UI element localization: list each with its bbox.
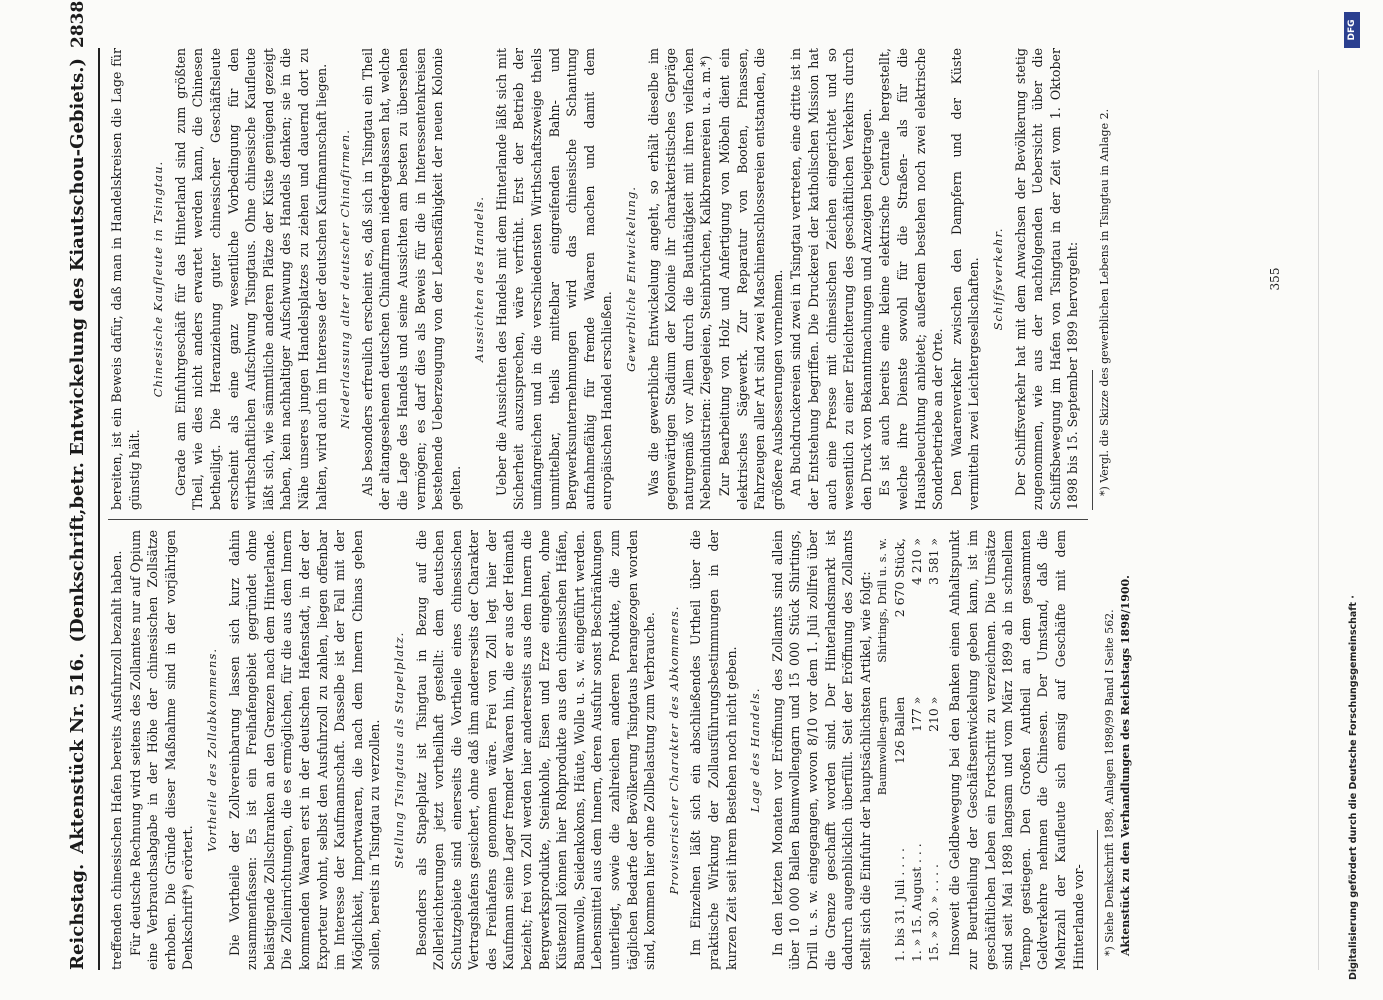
table-header-period: [876, 818, 891, 970]
paragraph: Ueber die Aussichten des Handels mit dem Hinterlande läßt sich mit Sicherheit auszusprechen, wäre verfrüht. Erst der Betrieb der umfangreichen und in die verschiedensten Wirthschaftszweige theils unmittelbar, theils mittelbar eingreifenden Bahn- und Bergwerksunternehmungen wird das chinesische Schantung aufnahmefähig für fremde Waaren machen und damit dem europäischen Handel erschließen.: [493, 48, 615, 510]
table-cell-period: 15. » 30. » . . . .: [926, 864, 942, 962]
section-heading: Stellung Tsingtaus als Stapelplatz.: [391, 631, 406, 869]
import-table: [876, 530, 942, 970]
paragraph: Es ist auch bereits eine kleine elektrische Centrale hergestellt, welche ihre Dienste sowohl für die Straßen- als für die Hausbeleuchtung anbietet; außerdem bestehen noch zwei elektrische Sonderbetriebe an der Orte.: [877, 48, 946, 510]
paragraph: Insoweit die Geldbewegung bei den Banken einen Anhaltspunkt zur Beurtheilung der Geschäftsentwickelung geben kann, ist im geschäftlichen Leben ein Fortschritt zu verzeichnen. Die Umsätze sind seit Mai 1898 langsam und vom März 1899 ab in schnellem Tempo gestiegen. Den Großen Antheil an dem gesammten Geldverkehre nehmen die Chinesen. Der Umstand, daß die Mehrzahl der Kaufleute sich emsig auf Geschäfte mit dem Hinterlande vor-: [947, 530, 1086, 970]
header-reichstag: Reichstag.: [66, 863, 88, 970]
footnote-signature: Aktenstück zu den Verhandlungen des Reichstags 1898/1900.: [1119, 575, 1133, 956]
dfg-logo: DFG: [1344, 12, 1360, 48]
section-heading: Lage des Handels.: [748, 687, 763, 813]
footnote-rule: [1097, 830, 1098, 970]
table-row: [908, 530, 925, 970]
section-heading: Provisorischer Charakter des Abkommens.: [666, 605, 681, 895]
table-header-shirtings: Shirtings, Drill u. s. w.: [876, 538, 890, 663]
paragraph: Die Vortheile der Zollvereinbarung lassen sich kurz dahin zusammenfassen: Es ist ein Freihafengebiet gegründet ohne belästigende Zollschranken an den Grenzen nach dem Hinterlande. Die Zolleinrichtungen, die es ermöglichen, für die aus dem Innern kommenden Waaren erst in der deutschen Hafenstadt, in der der Exporteur wohnt, selbst den Ausfuhrzoll zu zahlen, liegen offenbar im Interesse der Kaufmannschaft. Dasselbe ist der Fall mit der Möglichkeit, Importwaaren, die nach dem Innern Chinas gehen sollen, bereits in Tsingtau zu verzollen.: [226, 530, 383, 970]
table-row: [925, 530, 942, 970]
table-cell-garn: 210 »: [926, 696, 942, 732]
paragraph: Zur Bearbeitung von Holz und Anfertigung von Möbeln dient ein elektrisches Sägewerk. Zur Reparatur von Booten, Pinassen, Fahrzeugen aller Art sind zwei Maschinenschlossereien entstanden, die größere Ausbesserungen vornehmen.: [717, 48, 785, 510]
paragraph: Als besonders erfreulich erscheint es, daß sich in Tsingtau ein Theil der altangesehenen deutschen Chinafirmen niedergelassen hat, welche die Lage des Handels und seine Aussichten am besten zu übersehen vermögen; es darf dies als Beweis für die in Interessentenkreisen bestehende Ueberzeugung von der Lebensfähigkeit der neuen Kolonie gelten.: [359, 48, 463, 510]
section-heading: Aussichten des Handels.: [472, 196, 487, 362]
table-cell-period: 1. bis 31. Juli . . . .: [892, 848, 908, 962]
bottom-page-number: 355: [1268, 267, 1282, 291]
footnote: *) Siehe Denkschrift 1898, Anlagen 1898/99 Band I Seite 562.: [1103, 609, 1117, 956]
table-cell-shirtings: 3 581 »: [926, 538, 942, 585]
right-column: [108, 48, 1258, 510]
paragraph: Für deutsche Rechnung wird seitens des Zollamtes nur auf Opium eine Verbrauchsabgabe in der Höhe der chinesischen Zollsätze erhoben. Die Gründe dieser Maßnahme sind in der vorjährigen Denkschrift*) erörtert.: [127, 530, 196, 970]
table-cell-period: 1. » 15. August . . .: [909, 843, 925, 962]
paragraph: In den letzten Monaten vor Eröffnung des Zollamts sind allein über 10 000 Ballen Baumwollengarn und 15 000 Stück Shirtings, Drill u. s. w. eingegangen, wovon 8/10 vor dem 1. Juli zollfrei über die Grenze geschafft worden sind. Der Hinterlandsmarkt ist dadurch augenblicklich überfüllt. Seit der Eröffnung des Zollamts stellt sich die Einfuhr der hauptsächlichsten Artikel, wie folgt:: [769, 530, 873, 970]
header-title: betr. Entwickelung des Kiautschou-Gebiets.): [66, 57, 88, 509]
digitization-credit: Digitalisierung gefördert durch die Deutsche Forschungsgemeinschaft ·: [1348, 595, 1359, 980]
scan-edge: [1318, 70, 1319, 970]
table-cell-garn: 177 »: [909, 696, 925, 732]
section-heading: Gewerbliche Entwickelung.: [624, 186, 639, 372]
section-heading: Niederlassung alter deutscher Chinafirmen.: [338, 129, 353, 429]
header-document-number: Aktenstück Nr. 516.: [66, 652, 88, 854]
header-rule: [98, 48, 100, 970]
paragraph: An Buchdruckereien sind zwei in Tsingtau vertreten, eine dritte ist in der Entstehung begriffen. Die Druckerei der katholischen Mission hat auch eine Presse mit chinesischen Zeichen eingerichtet und so wesentlich zu einer Erleichterung des geschäftlichen Verkehrs durch den Druck von Bekanntmachungen und Anzeigen beigetragen.: [788, 48, 874, 510]
running-header: [60, 0, 94, 970]
footnote-rule: [1092, 370, 1093, 510]
paragraph: Der Schiffsverkehr hat mit dem Anwachsen der Bevölkerung stetig zugenommen, wie aus der nachfolgenden Uebersicht über die Schiffsbewegung im Hafen von Tsingtau in der Zeit vom 1. Oktober 1898 bis 15. September 1899 hervorgeht:: [1012, 48, 1081, 510]
footnote: *) Vergl. die Skizze des gewerblichen Lebens in Tsingtau in Anlage 2.: [1097, 108, 1111, 496]
paragraph: Im Einzelnen läßt sich ein abschließendes Urtheil über die praktische Wirkung der Zollausführungsbestimmungen in der kurzen Zeit seit ihrem Bestehen noch nicht geben.: [688, 530, 739, 970]
header-page-number: 2838: [67, 0, 88, 48]
column-divider: [108, 519, 1088, 520]
left-column: [108, 530, 1258, 970]
paragraph: Was die gewerbliche Entwickelung angeht, so erhält dieselbe im gegenwärtigen Stadium der Kolonie ihr charakteristisches Gepräge naturgemäß vor Allem durch die Bauthätigkeit mit ihren vielfachen Nebenindustrien: Ziegeleien, Steinbrüchen, Kalkbrennereien u. a. m.*): [645, 48, 714, 510]
table-cell-garn: 126 Ballen: [892, 696, 908, 765]
paragraph: Gerade am Einfuhrgeschäft für das Hinterland sind zum größten Theil, wie dies nicht anders erwartet werden kann, die Chinesen betheiligt. Die Heranziehung guter chinesischer Geschäftsleute erscheint als eine ganz wesentliche Vorbedingung für den wirthschaftlichen Aufschwung Tsingtaus. Ohne chinesische Kaufleute läßt sich, wie sämmtliche anderen Plätze der Küste genügend gezeigt haben, kein nachhaltiger Aufschwung des Handels denken; sie in die Nähe unseres jungen Handelsplatzes zu ziehen und dauernd dort zu halten, wird auch im Interesse der deutschen Kaufmannschaft liegen.: [172, 48, 329, 510]
paragraph: bereiten, ist ein Beweis dafür, daß man in Handelskreisen die Lage für günstig hält.: [109, 48, 142, 510]
table-header-row: [876, 530, 891, 970]
paragraph: Besonders als Stapelplatz ist Tsingtau in Bezug auf die Zollerleichterungen jetzt vortheilhaft gestellt: dem deutschen Schutzgebiete sind einerseits die Vortheile eines chinesischen Vertragshafens gesichert, ohne daß ihm andererseits der Charakter des Freihafens genommen wäre. Frei von Zoll legt hier der Kaufmann seine Lager fremder Waaren hin, die er aus der Heimath bezieht; frei von Zoll werden hier andererseits aus dem Innern die Bergwerksprodukte, Steinkohle, Eisen und Erze eingehen, ohne Küstenzoll können hier Rohprodukte aus den chinesischen Häfen, Baumwolle, Seidenkokons, Häute, Wolle u. s. w. eingeführt werden. Lebensmittel aus dem Innern, deren Ausfuhr sonst Beschränkungen unterliegt, sowie die zahlreichen anderen Produkte, die zum täglichen Bedarfe der Bevölkerung Tsingtaus herangezogen worden sind, kommen hier ohne Zollbelastung zum Verbrauche.: [413, 530, 658, 970]
section-heading: Vortheile des Zollabkommens.: [204, 648, 219, 853]
table-header-garn: Baumwollen-garn: [876, 696, 890, 796]
section-heading: Schiffsverkehr.: [990, 227, 1005, 331]
table-cell-shirtings: 2 670 Stück,: [892, 538, 908, 618]
section-heading: Chinesische Kaufleute in Tsingtau.: [151, 160, 166, 398]
paragraph: Den Waarenverkehr zwischen den Dampfern und der Küste vermitteln zwei Leichtergesellschaften.: [948, 48, 982, 510]
table-cell-shirtings: 4 210 »: [909, 538, 925, 585]
paragraph: treffenden chinesischen Hafen bereits Ausfuhrzoll bezahlt haben.: [109, 550, 124, 970]
table-row: [891, 530, 908, 970]
header-document-type: (Denkschrift,: [66, 508, 88, 643]
